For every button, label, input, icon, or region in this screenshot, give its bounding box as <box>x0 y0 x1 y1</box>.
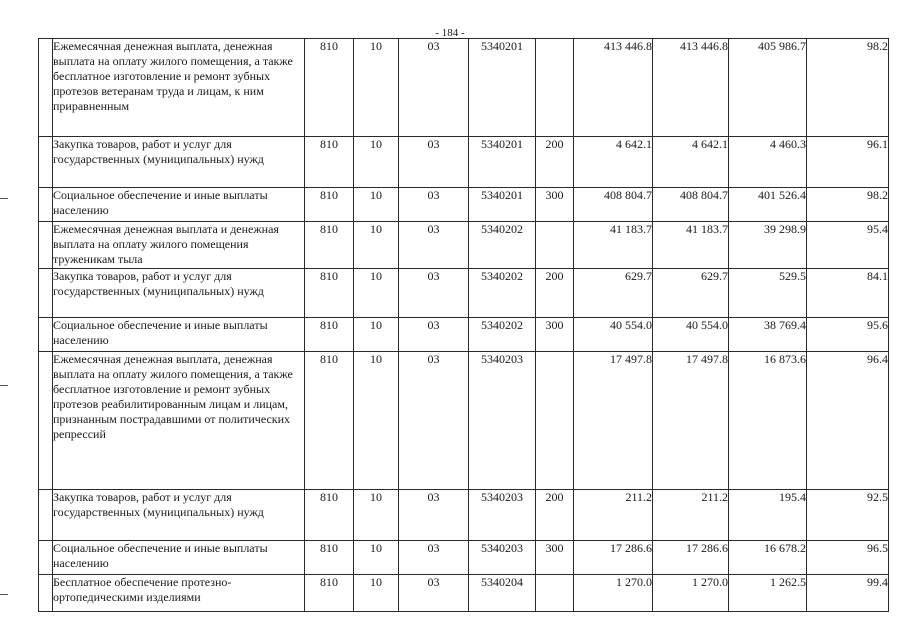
refined-amount: 211.2 <box>653 490 729 541</box>
ministry-code: 810 <box>305 222 354 269</box>
plan-amount: 211.2 <box>574 490 653 541</box>
executed-amount: 1 262.5 <box>729 575 807 612</box>
row-name: Закупка товаров, работ и услуг для государственных (муниципальных) нужд <box>53 490 305 541</box>
ministry-code: 810 <box>305 39 354 137</box>
execution-percent: 96.1 <box>807 137 889 188</box>
plan-amount: 41 183.7 <box>574 222 653 269</box>
target-code: 5340204 <box>469 575 536 612</box>
table-row <box>39 318 889 352</box>
expense-type-code <box>536 352 574 490</box>
executed-amount: 16 873.6 <box>729 352 807 490</box>
execution-percent: 92.5 <box>807 490 889 541</box>
expense-type-code: 200 <box>536 490 574 541</box>
target-code: 5340202 <box>469 222 536 269</box>
executed-amount: 38 769.4 <box>729 318 807 352</box>
table-row <box>39 222 889 269</box>
execution-percent: 98.2 <box>807 188 889 222</box>
expense-type-code: 200 <box>536 269 574 318</box>
refined-amount: 408 804.7 <box>653 188 729 222</box>
ministry-code: 810 <box>305 269 354 318</box>
execution-percent: 98.2 <box>807 39 889 137</box>
subsection-code: 03 <box>399 188 469 222</box>
subsection-code: 03 <box>399 269 469 318</box>
expense-type-code: 200 <box>536 137 574 188</box>
margin-cell <box>39 318 53 352</box>
target-code: 5340203 <box>469 490 536 541</box>
expense-type-code: 300 <box>536 541 574 575</box>
ministry-code: 810 <box>305 188 354 222</box>
table-row <box>39 137 889 188</box>
plan-amount: 17 497.8 <box>574 352 653 490</box>
margin-cell <box>39 188 53 222</box>
expense-type-code <box>536 222 574 269</box>
execution-percent: 95.6 <box>807 318 889 352</box>
executed-amount: 405 986.7 <box>729 39 807 137</box>
executed-amount: 39 298.9 <box>729 222 807 269</box>
refined-amount: 413 446.8 <box>653 39 729 137</box>
subsection-code: 03 <box>399 137 469 188</box>
table-row <box>39 352 889 490</box>
execution-percent: 99.4 <box>807 575 889 612</box>
expense-type-code <box>536 575 574 612</box>
plan-amount: 629.7 <box>574 269 653 318</box>
expense-type-code: 300 <box>536 318 574 352</box>
ministry-code: 810 <box>305 575 354 612</box>
refined-amount: 17 497.8 <box>653 352 729 490</box>
margin-cell <box>39 39 53 137</box>
margin-cell <box>39 269 53 318</box>
subsection-code: 03 <box>399 318 469 352</box>
execution-percent: 84.1 <box>807 269 889 318</box>
row-name: Ежемесячная денежная выплата, денежная выплата на оплату жилого помещения, а также бесплатное изготовление и ремонт зубных протезов реабилитированным лицам и лицам, признанным пострадавшими от политических репрессий <box>53 352 305 490</box>
target-code: 5340203 <box>469 541 536 575</box>
page-number: - 184 - <box>435 27 465 39</box>
ministry-code: 810 <box>305 490 354 541</box>
target-code: 5340202 <box>469 269 536 318</box>
executed-amount: 529.5 <box>729 269 807 318</box>
subsection-code: 03 <box>399 541 469 575</box>
refined-amount: 4 642.1 <box>653 137 729 188</box>
plan-amount: 413 446.8 <box>574 39 653 137</box>
refined-amount: 41 183.7 <box>653 222 729 269</box>
section-code: 10 <box>354 39 399 137</box>
execution-percent: 95.4 <box>807 222 889 269</box>
row-name: Социальное обеспечение и иные выплаты населению <box>53 541 305 575</box>
subsection-code: 03 <box>399 39 469 137</box>
target-code: 5340201 <box>469 188 536 222</box>
subsection-code: 03 <box>399 575 469 612</box>
scan-mark <box>0 385 8 386</box>
section-code: 10 <box>354 318 399 352</box>
section-code: 10 <box>354 575 399 612</box>
section-code: 10 <box>354 352 399 490</box>
section-code: 10 <box>354 490 399 541</box>
target-code: 5340201 <box>469 39 536 137</box>
plan-amount: 1 270.0 <box>574 575 653 612</box>
target-code: 5340201 <box>469 137 536 188</box>
ministry-code: 810 <box>305 352 354 490</box>
executed-amount: 4 460.3 <box>729 137 807 188</box>
table-row <box>39 269 889 318</box>
margin-cell <box>39 352 53 490</box>
margin-cell <box>39 490 53 541</box>
refined-amount: 40 554.0 <box>653 318 729 352</box>
target-code: 5340202 <box>469 318 536 352</box>
table-row <box>39 188 889 222</box>
plan-amount: 17 286.6 <box>574 541 653 575</box>
section-code: 10 <box>354 137 399 188</box>
table-row <box>39 575 889 612</box>
row-name: Бесплатное обеспечение протезно-ортопедическими изделиями <box>53 575 305 612</box>
plan-amount: 4 642.1 <box>574 137 653 188</box>
margin-cell <box>39 222 53 269</box>
section-code: 10 <box>354 269 399 318</box>
margin-cell <box>39 541 53 575</box>
scan-mark <box>0 198 8 199</box>
refined-amount: 1 270.0 <box>653 575 729 612</box>
executed-amount: 195.4 <box>729 490 807 541</box>
scan-mark <box>0 594 8 595</box>
row-name: Ежемесячная денежная выплата и денежная выплата на оплату жилого помещения труженикам тыла <box>53 222 305 269</box>
row-name: Ежемесячная денежная выплата, денежная выплата на оплату жилого помещения, а также бесплатное изготовление и ремонт зубных протезов ветеранам труда и лицам, к ним приравненным <box>53 39 305 137</box>
expense-type-code: 300 <box>536 188 574 222</box>
row-name: Закупка товаров, работ и услуг для государственных (муниципальных) нужд <box>53 137 305 188</box>
plan-amount: 408 804.7 <box>574 188 653 222</box>
executed-amount: 401 526.4 <box>729 188 807 222</box>
table-body <box>39 39 889 612</box>
execution-percent: 96.4 <box>807 352 889 490</box>
execution-percent: 96.5 <box>807 541 889 575</box>
table-row <box>39 490 889 541</box>
row-name: Социальное обеспечение и иные выплаты населению <box>53 318 305 352</box>
subsection-code: 03 <box>399 352 469 490</box>
table-row <box>39 541 889 575</box>
budget-table <box>38 38 889 612</box>
expense-type-code <box>536 39 574 137</box>
target-code: 5340203 <box>469 352 536 490</box>
margin-cell <box>39 575 53 612</box>
refined-amount: 17 286.6 <box>653 541 729 575</box>
row-name: Закупка товаров, работ и услуг для государственных (муниципальных) нужд <box>53 269 305 318</box>
section-code: 10 <box>354 222 399 269</box>
row-name: Социальное обеспечение и иные выплаты населению <box>53 188 305 222</box>
executed-amount: 16 678.2 <box>729 541 807 575</box>
refined-amount: 629.7 <box>653 269 729 318</box>
section-code: 10 <box>354 541 399 575</box>
section-code: 10 <box>354 188 399 222</box>
plan-amount: 40 554.0 <box>574 318 653 352</box>
table-row <box>39 39 889 137</box>
ministry-code: 810 <box>305 541 354 575</box>
margin-cell <box>39 137 53 188</box>
subsection-code: 03 <box>399 490 469 541</box>
ministry-code: 810 <box>305 318 354 352</box>
subsection-code: 03 <box>399 222 469 269</box>
ministry-code: 810 <box>305 137 354 188</box>
